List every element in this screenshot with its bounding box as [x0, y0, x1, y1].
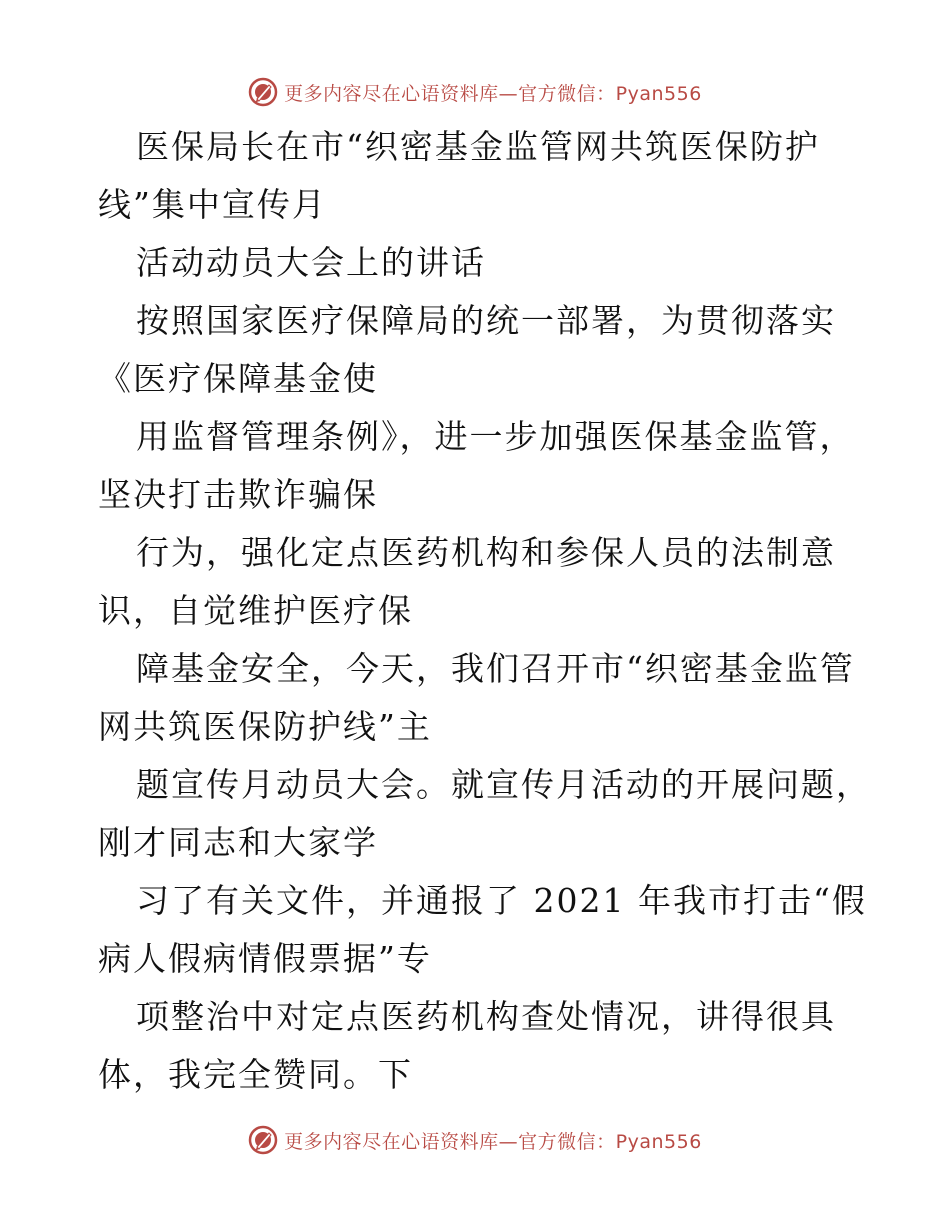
document-body [98, 118, 871, 1104]
text-line: 坚决打击欺诈骗保 [98, 475, 378, 514]
text-line: 刚才同志和大家学 [98, 823, 378, 862]
banner-text: 更多内容尽在心语资料库—官方微信：Pyan556 [284, 82, 702, 105]
text-line: 行为，强化定点医药机构和参保人员的法制意 [136, 533, 836, 572]
banner-text: 更多内容尽在心语资料库—官方微信：Pyan556 [284, 1130, 702, 1153]
text-line: 病人假病情假票据”专 [98, 939, 432, 978]
text-line: 体，我完全赞同。下 [98, 1055, 413, 1094]
footer-banner [0, 1120, 950, 1160]
text-line: 线”集中宣传月 [98, 185, 327, 224]
pen-seal-icon [248, 1125, 278, 1155]
text-line: 项整治中对定点医药机构查处情况，讲得很具 [136, 997, 836, 1036]
text-line: 按照国家医疗保障局的统一部署，为贯彻落实 [136, 301, 836, 340]
text-line: 障基金安全，今天，我们召开市“织密基金监管 [136, 649, 855, 688]
text-line: 医保局长在市“织密基金监管网共筑医保防护 [136, 127, 820, 166]
text-line: 网共筑医保防护线”主 [98, 707, 432, 746]
text-line: 题宣传月动员大会。就宣传月活动的开展问题， [136, 765, 871, 804]
text-line: 识，自觉维护医疗保 [98, 591, 413, 630]
pen-seal-icon [248, 77, 278, 107]
text-line: 用监督管理条例》，进一步加强医保基金监管， [136, 417, 855, 456]
header-banner [0, 72, 950, 112]
text-line: 活动动员大会上的讲话 [136, 243, 486, 282]
text-line: 《医疗保障基金使 [98, 359, 378, 398]
text-line: 习了有关文件，并通报了 2021 年我市打击“假 [136, 881, 867, 920]
